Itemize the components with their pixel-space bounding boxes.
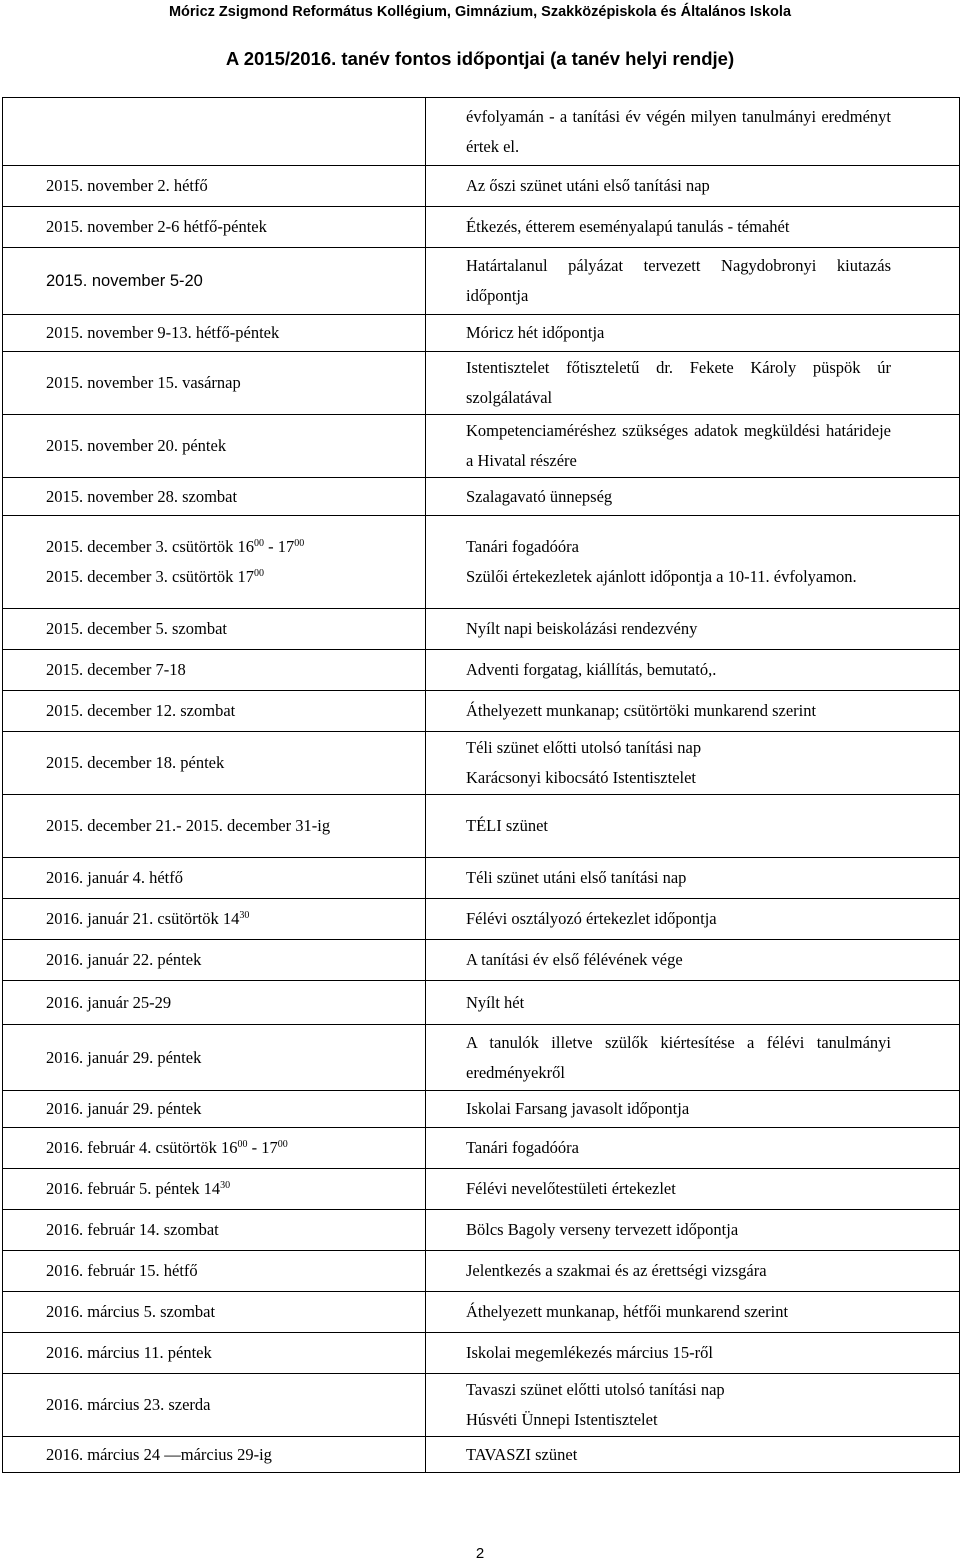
table-row [3,1169,960,1210]
date-cell: 2015. november 5-20 [3,248,426,315]
school-name: Móricz Zsigmond Református Kollégium, Gimnázium, Szakközépiskola és Általános Iskola [168,4,792,20]
event-cell: Jelentkezés a szakmai és az érettségi vizsgára [426,1251,960,1292]
date-cell: 2016. január 29. péntek [3,1025,426,1091]
table-row [3,352,960,415]
date-cell: 2016. március 24 —március 29-ig [3,1437,426,1473]
time-superscript: 30 [220,1180,231,1191]
time-superscript: 00 [254,538,265,549]
event-cell [426,516,960,609]
table-row [3,1333,960,1374]
table-row [3,207,960,248]
event-cell [426,1374,960,1437]
date-cell: 2015. december 21.- 2015. december 31-ig [3,795,426,858]
table-row [3,1128,960,1169]
event-cell: Nyílt napi beiskolázási rendezvény [426,609,960,650]
event-cell: Adventi forgatag, kiállítás, bemutató,. [426,650,960,691]
time-superscript: 00 [277,1139,288,1150]
date-cell: 2016. február 15. hétfő [3,1251,426,1292]
date-cell: 2015. december 7-18 [3,650,426,691]
date-cell [3,899,426,940]
event-cell: Határtalanul pályázat tervezett Nagydobronyi kiutazás időpontja [426,248,960,315]
table-row [3,1091,960,1128]
date-cell: 2015. december 5. szombat [3,609,426,650]
table-row [3,248,960,315]
event-cell: Félévi osztályozó értekezlet időpontja [426,899,960,940]
event-cell: Istentisztelet főtiszteletű dr. Fekete Károly püspök úr szolgálatával [426,352,960,415]
table-row [3,691,960,732]
date-cell: 2015. november 28. szombat [3,478,426,516]
table-row [3,795,960,858]
event-cell: évfolyamán - a tanítási év végén milyen tanulmányi eredményt értek el. [426,98,960,166]
event-cell: TAVASZI szünet [426,1437,960,1473]
date-cell: 2016. január 22. péntek [3,940,426,981]
table-row [3,1437,960,1473]
table-row [3,1292,960,1333]
table-row [3,98,960,166]
event-cell: Áthelyezett munkanap; csütörtöki munkarend szerint [426,691,960,732]
event-cell: A tanulók illetve szülők kiértesítése a félévi tanulmányi eredményekről [426,1025,960,1091]
date-cell: 2016. március 5. szombat [3,1292,426,1333]
event-line: Tanári fogadóóra [466,537,579,556]
event-line: Karácsonyi kibocsátó Istentisztelet [466,768,697,787]
event-cell: Az őszi szünet utáni első tanítási nap [426,166,960,207]
date-text: 2015. december 3. csütörtök 17 [46,567,255,586]
table-row [3,732,960,795]
event-cell: TÉLI szünet [426,795,960,858]
date-cell: 2016. március 23. szerda [3,1374,426,1437]
date-text: 2016. február 4. csütörtök 16 [46,1138,238,1157]
table-row [3,478,960,516]
date-cell: 2016. február 14. szombat [3,1210,426,1251]
date-text: - 17 [247,1138,278,1157]
date-cell: 2016. március 11. péntek [3,1333,426,1374]
table-row [3,1210,960,1251]
schedule-table [2,97,960,1473]
event-line: Téli szünet előtti utolsó tanítási nap [466,738,702,757]
page-number: 2 [475,1545,485,1562]
date-text: 2016. január 21. csütörtök 14 [46,909,240,928]
date-cell: 2015. november 20. péntek [3,415,426,478]
date-cell: 2015. december 12. szombat [3,691,426,732]
date-text: 2015. december 3. csütörtök 16 [46,537,255,556]
date-cell: 2015. november 2. hétfő [3,166,426,207]
event-cell: Áthelyezett munkanap, hétfői munkarend szerint [426,1292,960,1333]
date-cell: 2015. november 9-13. hétfő-péntek [3,315,426,352]
event-cell [426,732,960,795]
event-cell: Nyílt hét [426,981,960,1025]
date-cell: 2016. január 4. hétfő [3,858,426,899]
event-line: Tavaszi szünet előtti utolsó tanítási nap [466,1380,725,1399]
date-cell [3,98,426,166]
table-row [3,516,960,609]
time-superscript: 30 [239,910,250,921]
table-row [3,315,960,352]
table-row [3,1025,960,1091]
date-cell [3,516,426,609]
table-row [3,1374,960,1437]
date-cell: 2016. január 29. péntek [3,1091,426,1128]
event-cell: Bölcs Bagoly verseny tervezett időpontja [426,1210,960,1251]
date-cell: 2015. november 15. vasárnap [3,352,426,415]
date-cell [3,1169,426,1210]
event-cell: Félévi nevelőtestületi értekezlet [426,1169,960,1210]
date-cell: 2015. december 18. péntek [3,732,426,795]
time-superscript: 00 [237,1139,248,1150]
time-superscript: 00 [294,538,305,549]
table-row [3,858,960,899]
date-cell: 2015. november 2-6 hétfő-péntek [3,207,426,248]
table-row [3,609,960,650]
date-text: 2016. február 5. péntek 14 [46,1179,221,1198]
table-row [3,940,960,981]
date-text: - 17 [264,537,295,556]
event-cell: Szalagavató ünnepség [426,478,960,516]
date-cell [3,1128,426,1169]
event-line: Szülői értekezletek ajánlott időpontja a 10-11. évfolyamon. [466,567,857,586]
event-cell: A tanítási év első félévének vége [426,940,960,981]
date-cell: 2016. január 25-29 [3,981,426,1025]
table-row [3,415,960,478]
table-row [3,1251,960,1292]
event-cell: Téli szünet utáni első tanítási nap [426,858,960,899]
table-row [3,650,960,691]
table-row [3,899,960,940]
event-cell: Iskolai Farsang javasolt időpontja [426,1091,960,1128]
event-cell: Iskolai megemlékezés március 15-ről [426,1333,960,1374]
event-cell: Étkezés, étterem eseményalapú tanulás - témahét [426,207,960,248]
page-title: A 2015/2016. tanév fontos időpontjai (a tanév helyi rendje) [225,48,735,69]
event-cell: Móricz hét időpontja [426,315,960,352]
event-line: Húsvéti Ünnepi Istentisztelet [466,1410,658,1429]
time-superscript: 00 [254,568,265,579]
table-row [3,166,960,207]
event-cell: Kompetenciaméréshez szükséges adatok megküldési határideje a Hivatal részére [426,415,960,478]
table-row [3,981,960,1025]
event-cell: Tanári fogadóóra [426,1128,960,1169]
